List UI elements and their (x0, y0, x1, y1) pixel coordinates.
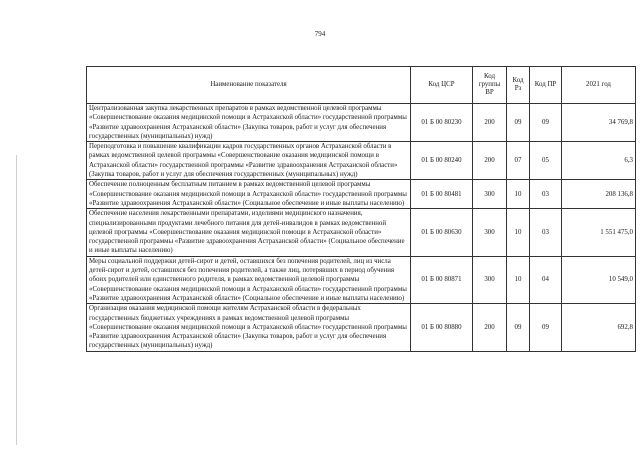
row-csr: 01 Б 00 80630 (411, 209, 473, 256)
row-amount: 10 549,0 (562, 256, 636, 303)
table-row (87, 256, 636, 303)
row-name: Организация оказания медицинской помощи жителям Астраханской области в федеральных государственных бюджетных учреждениях в рамках ведомственной целевой программы «Совершенствование оказания медицинской помощи в Астраханской области» государственной программы «Развитие здравоохранения Астраханской области» (Закупка товаров, работ и услуг для обеспечения государственных (муниципальных) нужд) (87, 304, 411, 351)
row-amount: 1 551 475,0 (562, 209, 636, 256)
row-name: Централизованная закупка лекарственных препаратов в рамках ведомственной целевой программы «Совершенствование оказания медицинской помощи в Астраханской области» государственной программы «Развитие здравоохранения Астраханской области» (Закупка товаров, работ и услуг для обеспечения государственных (муниципальных) нужд) (87, 104, 411, 142)
row-name: Переподготовка и повышение квалификации кадров государственных органов Астраханской области в рамках ведомственной целевой программы «Совершенствование оказания медицинской помощи в Астраханской области» государственной программы «Развитие здравоохранения Астраханской области» (Закупка товаров, работ и услуг для обеспечения государственных (муниципальных) нужд) (87, 142, 411, 180)
row-vr: 200 (473, 142, 507, 180)
row-rz: 09 (507, 104, 530, 142)
row-rz: 09 (507, 304, 530, 351)
header-name: Наименование показателя (87, 67, 411, 104)
row-name: Обеспечение полноценным бесплатным питанием в рамках ведомственной целевой программы «Совершенствование оказания медицинской помощи в Астраханской области» государственной программы «Развитие здравоохранения Астраханской области» (Социальное обеспечение и иные выплаты населению) (87, 180, 411, 209)
row-csr: 01 Б 00 80230 (411, 104, 473, 142)
row-pr: 03 (530, 180, 562, 209)
row-vr: 300 (473, 180, 507, 209)
scan-margin-line (16, 155, 17, 445)
header-pr: Код ПР (530, 67, 562, 104)
table-row (87, 304, 636, 351)
row-csr: 01 Б 00 80240 (411, 142, 473, 180)
row-name: Обеспечение населения лекарственными препаратами, изделиями медицинского назначения, специализированными продуктами лечебного питания для детей-инвалидов в рамках ведомственной целевой программы «Совершенствование оказания медицинской помощи в Астраханской области» государственной программы «Развитие здравоохранения Астраханской области» (Социальное обеспечение и иные выплаты населению) (87, 209, 411, 256)
row-rz: 07 (507, 142, 530, 180)
row-csr: 01 Б 00 80481 (411, 180, 473, 209)
row-pr: 09 (530, 304, 562, 351)
row-amount: 6,3 (562, 142, 636, 180)
row-rz: 10 (507, 209, 530, 256)
header-csr: Код ЦСР (411, 67, 473, 104)
table-header-row (87, 67, 636, 104)
row-vr: 300 (473, 256, 507, 303)
row-pr: 09 (530, 104, 562, 142)
row-pr: 03 (530, 209, 562, 256)
page-number: 794 (314, 30, 326, 38)
table-row (87, 104, 636, 142)
row-amount: 208 136,8 (562, 180, 636, 209)
row-amount: 692,8 (562, 304, 636, 351)
row-pr: 05 (530, 142, 562, 180)
table-row (87, 209, 636, 256)
row-csr: 01 Б 00 80880 (411, 304, 473, 351)
header-vr: Код группы ВР (473, 67, 507, 104)
row-name: Меры социальной поддержки детей-сирот и детей, оставшихся без попечения родителей, лиц из числа детей-сирот и детей, оставшихся без попечения родителей, а также лиц, потерявших в период обучения обоих родителей или единственного родителя, в рамках ведомственной целевой программы «Совершенствование оказания медицинской помощи в Астраханской области» государственной программы «Развитие здравоохранения Астраханской области» (Социальное обеспечение и иные выплаты населению) (87, 256, 411, 303)
row-csr: 01 Б 00 80871 (411, 256, 473, 303)
header-year: 2021 год (562, 67, 636, 104)
table-row (87, 180, 636, 209)
row-rz: 10 (507, 256, 530, 303)
row-vr: 300 (473, 209, 507, 256)
header-rz: Код Рз (507, 67, 530, 104)
budget-table (86, 66, 636, 352)
row-pr: 04 (530, 256, 562, 303)
row-amount: 34 769,8 (562, 104, 636, 142)
table-row (87, 142, 636, 180)
row-rz: 10 (507, 180, 530, 209)
row-vr: 200 (473, 304, 507, 351)
row-vr: 200 (473, 104, 507, 142)
